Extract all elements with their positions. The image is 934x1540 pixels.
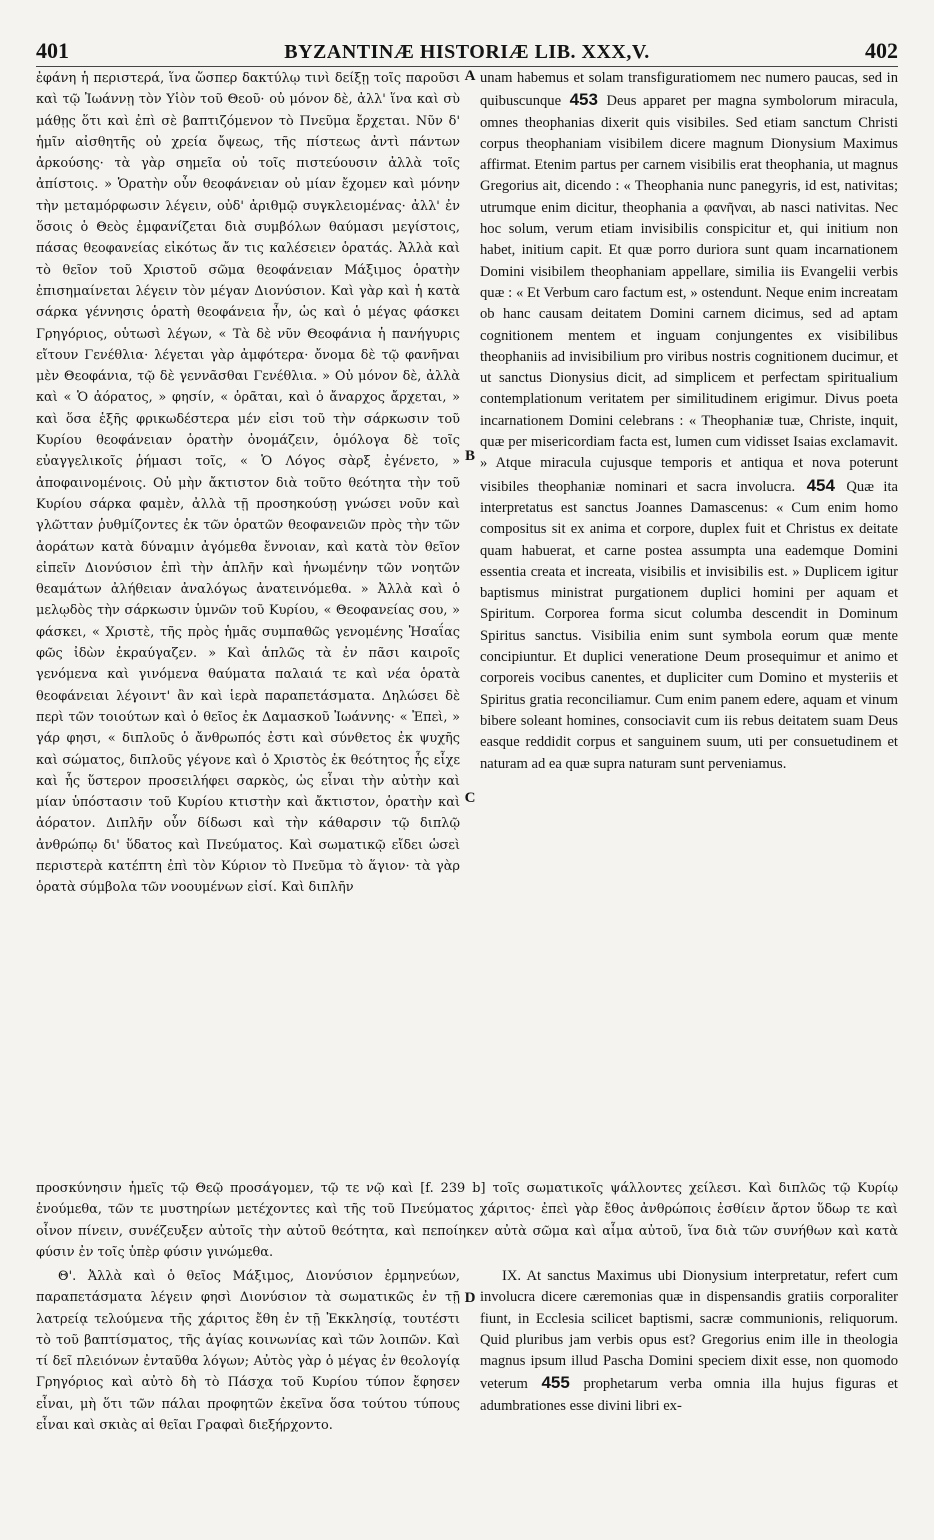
greek-column-top (36, 68, 460, 1174)
greek-text-top: ἐφάνη ἡ περιστερά, ἵνα ὥσπερ δακτύλῳ τινὶ δείξῃ τοῖς παροῦσι καὶ τῷ Ἰωάννῃ τὸν Υἱὸν τοῦ Θεοῦ· οὐ μόνον δὲ, ἀλλ' ἵνα καὶ σὺ μάθῃς ὅτι καὶ ἐπὶ σὲ βαπτιζόμενον τὸ Πνεῦμα ἔρχεται. Νῦν δ' ἡμῖν αἰσθητῆς οὐ χρεία ὄψεως, τῆς πίστεως ἀντὶ πάντων ἀρκούσης· τὰ γὰρ σημεῖα οὐ τοῖς πιστεύουσιν ἀλλὰ τοῖς ἀπίστοις. » Ὁρατὴν οὖν θεοφάνειαν οὐ μίαν ἔχομεν καὶ μόνην τὴν μεταμόρφωσιν λέγειν, οὐδ' ἀριθμῷ συγκλειομένας· ἀλλ' ἐν ὅσοις ὁ Θεὸς ἐμφανίζεται διὰ συμβόλων θαύμασι μεγίστοις, πάσας θεοφανείας εἰκότως ἄν τις καλέσειεν ὁρατάς. Ἀλλὰ καὶ τὸ θεῖον τοῦ Χριστοῦ σῶμα θεοφάνειαν Μάξιμος ὁρατὴν ἐπισημαίνεται λέγειν τὸν μέγαν Διονύσιον. Καὶ γὰρ καὶ ἡ κατὰ σάρκα γέννησις ὁρατὴ θεοφάνεια ἦν, ὡς καὶ ὁ μέγας φάσκει Γρηγόριος, οὑτωσὶ λέγων, « Τὰ δὲ νῦν Θεοφάνια ἡ πανήγυρις εἴτουν Γενέθλια· λέγεται γὰρ ἀμφότερα· ὄνομα δὲ τῷ φανῆναι μὲν Θεοφάνια, τῷ δὲ γεννᾶσθαι Γενέθλια. » Οὐ μόνον δὲ, ἀλλὰ καὶ « Ὁ ἀόρατος, » φησίν, « ὁρᾶται, καὶ ὁ ἄναρχος ἄρχεται, » καὶ ὅσα ἑξῆς φρικωδέστερα μέν εἰσι τοῦ τὴν σάρκωσιν τοῦ Κυρίου θεοφάνειαν ὁρατὴν ὀνομάζειν, ὁμόλογα δὲ τοῖς εὐαγγελικοῖς ῥήμασι τοῖς, « Ὁ Λόγος σὰρξ ἐγένετο, » ἀποφαινομένοις. Οὐ μὴν ἄκτιστον διὰ τοῦτο θεότητα τὴν τοῦ Κυρίου σάρκα φαμὲν, ἀλλὰ τῇ προσηκούσῃ γνώσει νοῦν καὶ γλῶτταν ῥυθμίζοντες ἐκ τῶν ὁρατῶν θεοφανειῶν πρὸς τὴν τῶν ἀοράτων κατὰ δύναμιν ἀγόμεθα ἔννοιαν, καὶ κατὰ τὸν θεῖον εἰπεῖν Διονύσιον ἐπὶ τὴν ἁπλῆν καὶ ἡνωμένην τῶν νοητῶν θεαμάτων ἀλήθειαν ἀναλόγως ἀνατεινόμεθα. » Ἀλλὰ καὶ ὁ μελῳδὸς τὴν σάρκωσιν ὑμνῶν τοῦ Κυρίου, « Θεοφανείας σου, » φάσκει, « Χριστὲ, τῆς πρὸς ἡμᾶς συμπαθῶς γενομένης Ἡσαΐας φῶς ἰδὼν ἐκραύγαζεν. » Καὶ ἁπλῶς τὰ ἐν πᾶσι καιροῖς γενόμενα καὶ γινόμενα θαύματα παλαιά τε καὶ νέα ὁρατὰ θεοφάνειαι λέγοιντ' ἂν καὶ ἱερὰ παραπετάσματα. Δηλώσει δὲ περὶ τῶν τοιούτων καὶ ὁ θεῖος ἐκ Δαμασκοῦ Ἰωάννης· « Ἐπεὶ, » γάρ φησι, « διπλοῦς ὁ ἄνθρωπός ἐστι καὶ σύνθετος ἐκ ψυχῆς καὶ σώματος, διπλοῦς γέγονε καὶ ὁ Χριστὸς ἐκ θεότητος ἧς εἶχε καὶ ἧς ὕστερον προσειλήφει σαρκὸς, ὡς εἶναι τὴν αὐτὴν καὶ μίαν ὑπόστασιν τοῦ Κυρίου κτιστὴν καὶ ἄκτιστον, ὁρατὴν καὶ ἀόρατον. Διπλῆν οὖν δίδωσι καὶ τὴν κάθαρσιν τῷ διπλῷ ἀνθρώπῳ δι' ὕδατος καὶ Πνεύματος. Καὶ σωματικῷ εἴδει ὡσεὶ περιστερὰ κατέπτη ἐπὶ τὸν Κύριον τὸ Πνεῦμα τὸ ἅγιον· τὰ γὰρ ὁρατὰ σύμβολα τῶν νοουμένων εἰσί. Καὶ διπλῆν (36, 71, 460, 896)
column-number-455: 455 (541, 1373, 570, 1393)
latin-text-bottom-start: IX. At sanctus Maximus ubi Dionysium interpretatur, refert cum involucra dicere cæremonias quæ in dispensandis gratiis corporaliter fiunt, in Ecclesia scilicet baptismi, sacræ communionis, reliquorum. Quid pluribus jam verbis opus est? Gregorius enim ille in theologia magnus ipsum illud Pascha Domini speciem dixit esse, non quomodo veterum (480, 1268, 898, 1393)
left-page-number: 401 (36, 38, 69, 63)
latin-paragraph-bottom (480, 1266, 898, 1417)
greek-fullwidth-block (36, 1178, 898, 1264)
section-marker-c: C (464, 790, 476, 806)
right-page-number: 402 (865, 38, 898, 63)
latin-text-top-end: Quæ ita interpretatus est sanctus Joannes Damascenus: « Cum enim homo compositus sit ex anima et corpore, duplex fuit et Christus ex deitate quam habuerat, et carne postea assumpta una eademque Domini essentia creata et increata, visibilis et invisibilis est. » Duplicem igitur baptismus ministrat purgationem duplici homini per aquam et Spiritum. Corporea forma sicut columba descendit in Dominum Spiritus sanctus. Visibilia enim sunt symbola eorum quæ mente concipiuntur. Et duplici veneratione Deum prosequimur et animo et corporeis vocibus canentes, et dupliciter cum Domino et mysteriis et Spiritus gratia reconciliamur. Cum enim panem edere, aquam et vinum bibere soleant homines, consociavit cum iis rebus deitatem suam Deus easque reddidit corpus et sanguinem suum, uti per consuetudinem et naturam ad ea quæ supra naturam sunt perveniamus. (480, 478, 898, 772)
header-rule (36, 66, 898, 67)
column-number-453: 453 (569, 90, 598, 110)
latin-column-bottom (480, 1266, 898, 1522)
greek-text-bottom: Θ'. Ἀλλὰ καὶ ὁ θεῖος Μάξιμος, Διονύσιον ἑρμηνεύων, παραπετάσματα λέγειν φησὶ Διονύσιον τὰ σωματικῶς ἐν τῇ λατρείᾳ τελούμενα τῆς χάριτος ἔθη ἐν τῇ Ἐκκλησίᾳ, τουτέστι τὸ τοῦ βαπτίσματος, τῆς ἁγίας κοινωνίας καὶ τῶν λοιπῶν. Καὶ τί δεῖ πλειόνων ἐνταῦθα λόγων; Αὐτὸς γὰρ ὁ μέγας ἐν θεολογίᾳ Γρηγόριος καὶ αὐτὸ δὴ τὸ Πάσχα τοῦ Κυρίου τύπον ἔφησεν εἶναι, μὴ ὅτι τῶν πάλαι προφητῶν ἐκεῖνα ὅσα τούτου τύπους εἶναι καὶ σκιὰς αἱ θεῖαι Γραφαὶ διεξήρχοντο. (36, 1269, 460, 1434)
latin-paragraph-top (480, 68, 898, 775)
section-marker-d: D (464, 1290, 476, 1306)
greek-text-fullwidth: προσκύνησιν ἡμεῖς τῷ Θεῷ προσάγομεν, τῷ τε νῷ καὶ [f. 239 b] τοῖς σωματικοῖς ψάλλοντες χείλεσι. Καὶ διπλῶς τῷ Κυρίῳ ἑνούμεθα, τῶν τε μυστηρίων μετέχοντες καὶ τῆς τοῦ Πνεύματος χάριτος· ἐπεὶ γὰρ ἔθος ἀνθρώποις ἐσθίειν ἄρτον ὕδωρ τε καὶ οἶνον πίνειν, συνέζευξεν αὐτοῖς τὴν αὐτοῦ θεότητα, καὶ πεποίηκεν αὐτὰ σῶμα καὶ αἷμα αὐτοῦ, ἵνα διὰ τῶν συνήθων καὶ κατὰ φύσιν ἐν τοῖς ὑπὲρ φύσιν γινώμεθα. (36, 1181, 898, 1260)
greek-column-bottom (36, 1266, 460, 1522)
latin-text-top-mid: Deus apparet per magna symbolorum miracula, omnes theophanias dixerit quis visibiles. Sed etiam sanctum Christi corpus theophaniam visibilem dicere magnum Dionysium Maximus affirmat. Etenim partus per carnem visibilis erat theophania, ut magnus Gregorius ait, dicendo : « Theophania nunc panegyris, id est, nativitas; utrumque enim dicitur, theophania a φανῆναι, ab nasci nativitas. Nec hoc solum, verum etiam invisibilis conspicitur et, qui initium non habet, initium capit. Et quæ porro duriora sunt quam incarnationem Domini visibilem theophaniam appellare, similia iis Evangelii verbis quæ : « Et Verbum caro factum est, » ostendunt. Neque enim increatam ob hanc causam deitatem Domini carnem dicimus, sed ad aptam cognitionem mentem et inguam conjungentes ex visibilibus theophaniis ad invisibilium pro viribus nostris cognitionem ducimur, et ut sanctus Dionysius dicit, ad simplicem et perfectam spiritualium contemplationum veritatem per similitudinem erigimur. Divus poeta incarnationem Domini celebrans : « Theophaniæ tuæ, Christe, inquit, quæ per misericordiam facta est, lumen cum vidisset Isaias exclamavit. » Atque miracula cujusque temporis et antiqua et nova poterunt visibiles theophaniæ nominari et sacra involucra. (480, 93, 898, 495)
column-number-454: 454 (806, 475, 835, 495)
latin-text-top-start: unam habemus et solam transfiguratiomem nec numero paucas, sed in quibuscunque (480, 70, 898, 110)
page-header (36, 34, 898, 64)
section-marker-a: A (464, 68, 476, 84)
section-marker-b: B (464, 448, 475, 464)
greek-paragraph-bottom (36, 1266, 460, 1436)
latin-column-top (480, 68, 898, 1174)
running-title: BYZANTINÆ HISTORIÆ LIB. XXX,V. (284, 41, 650, 63)
latin-text-bottom-end: prophetarum verba omnia illa hujus figuras et adumbrationes esse divini libri ex- (480, 1376, 898, 1414)
